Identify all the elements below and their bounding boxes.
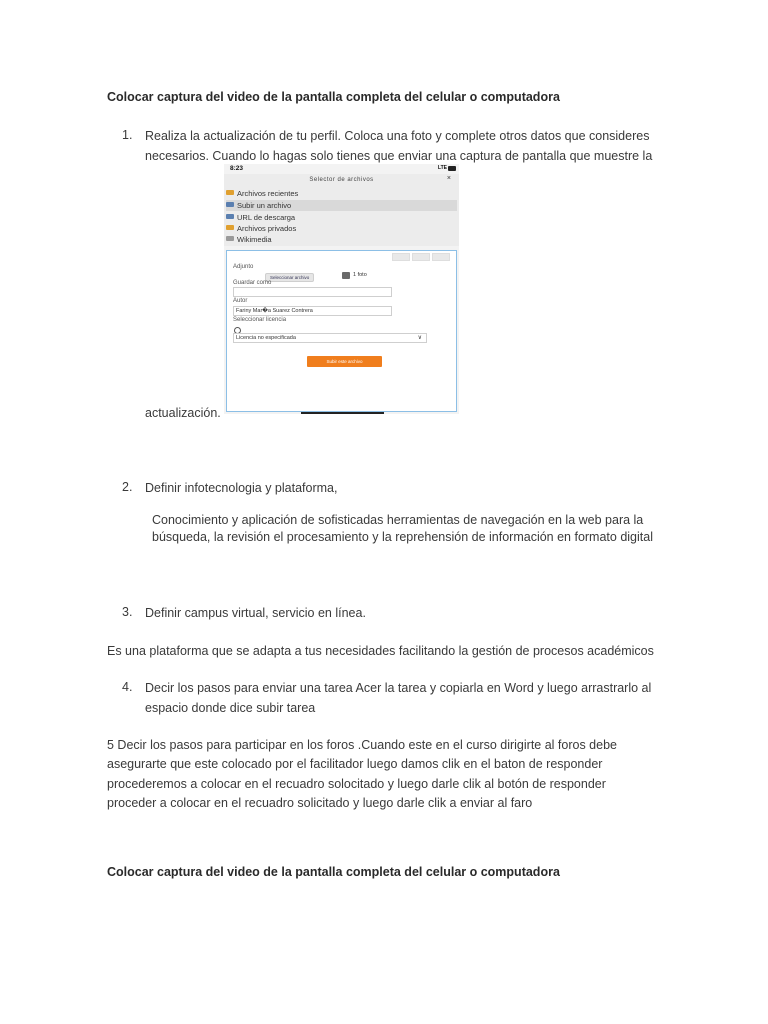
item3-answer: Es una plataforma que se adapta a tus necesidades facilitando la gestión de procesos académicos (107, 644, 654, 658)
select-file-button[interactable]: Seleccionar archivo (265, 273, 314, 282)
item1-text-line3: actualización. (145, 406, 221, 420)
wikimedia-icon (226, 236, 234, 241)
repo-item-recent[interactable] (226, 188, 457, 199)
section-heading-bottom: Colocar captura del video de la pantalla completa del celular o computadora (107, 865, 560, 879)
upload-icon (226, 202, 234, 207)
license-select[interactable] (233, 333, 427, 343)
save-as-field[interactable] (233, 287, 392, 297)
file-picker-panel (224, 174, 459, 246)
embedded-screenshot (224, 164, 459, 414)
item5-text-line4: proceder a colocar en el recuadro solicitado y luego darle clik a enviar al faro (107, 796, 533, 810)
save-as-label: Guardar como (233, 280, 272, 286)
item2-answer-line2: búsqueda, la revisión el procesamiento y la reprehensión de información en formato digital (152, 530, 653, 544)
item5-text-line3: procederemos a colocar en el recuadro solocitado y luego darle clik al botón de responder (107, 777, 606, 791)
folder-icon (226, 225, 234, 230)
close-icon[interactable]: × (446, 175, 451, 182)
repo-item-wikimedia[interactable] (226, 234, 457, 245)
item4-text-line2: espacio donde dice subir tarea (145, 701, 316, 715)
repo-item-label: Wikimedia (237, 235, 272, 244)
chevron-down-icon: ∨ (417, 335, 422, 341)
repo-item-label: Subir un archivo (237, 201, 292, 210)
status-time: 8:23 (230, 165, 244, 172)
phone-status-bar (224, 164, 459, 174)
repo-item-label: Archivos privados (237, 224, 297, 233)
folder-icon (226, 190, 234, 195)
item2-answer-line1: Conocimiento y aplicación de sofisticadas herramientas de navegación en la web para la (152, 513, 644, 527)
list-number-3: 3. (122, 605, 133, 619)
link-icon (226, 214, 234, 219)
tree-view-icon[interactable] (432, 253, 450, 261)
list-number-2: 2. (122, 480, 133, 494)
item1-text-line2: necesarios. Cuando lo hagas solo tienes que enviar una captura de pantalla que muestre la (145, 149, 653, 163)
item4-text-line1: Decir los pasos para enviar una tarea Acer la tarea y copiarla en Word y luego arrastrarlo al (145, 681, 652, 695)
list-number-4: 4. (122, 680, 133, 694)
attachment-label: Adjunto (233, 264, 254, 270)
section-heading-top: Colocar captura del video de la pantalla completa del celular o computadora (107, 90, 560, 104)
repo-item-label: Archivos recientes (237, 189, 299, 198)
photo-thumbnail (342, 272, 350, 279)
repo-item-upload[interactable] (226, 200, 457, 211)
license-label: Seleccionar licencia (233, 317, 287, 323)
battery-icon (448, 166, 456, 171)
item5-text-line2: asegurarte que este colocado por el facilitador luego damos clik en el baton de responder (107, 757, 603, 771)
upload-file-button[interactable]: Subir este archivo (307, 356, 382, 367)
repo-item-private[interactable] (226, 223, 457, 234)
item1-text-line1: Realiza la actualización de tu perfil. Coloca una foto y complete otros datos que consideres (145, 129, 650, 143)
license-select-value: Licencia no especificada (236, 335, 296, 341)
author-label: Autor (233, 298, 248, 304)
repo-item-label: URL de descarga (237, 213, 296, 222)
view-toggle-bar (392, 253, 450, 261)
underline-divider (301, 412, 384, 414)
upload-form (226, 250, 457, 412)
file-picker-title: Selector de archivos (309, 177, 374, 183)
list-number-1: 1. (122, 128, 133, 142)
item5-text-line1: 5 Decir los pasos para participar en los foros .Cuando este en el curso dirigirte al foros debe (107, 738, 617, 752)
item2-text: Definir infotecnologia y plataforma, (145, 481, 338, 495)
status-network: LTE (437, 165, 447, 171)
list-view-icon[interactable] (412, 253, 430, 261)
item3-text: Definir campus virtual, servicio en línea. (145, 606, 366, 620)
grid-view-icon[interactable] (392, 253, 410, 261)
author-field[interactable]: Fariny Mar�a Suarez Contrera (233, 306, 392, 316)
file-count: 1 foto (353, 272, 367, 278)
repo-item-url[interactable] (226, 212, 457, 223)
